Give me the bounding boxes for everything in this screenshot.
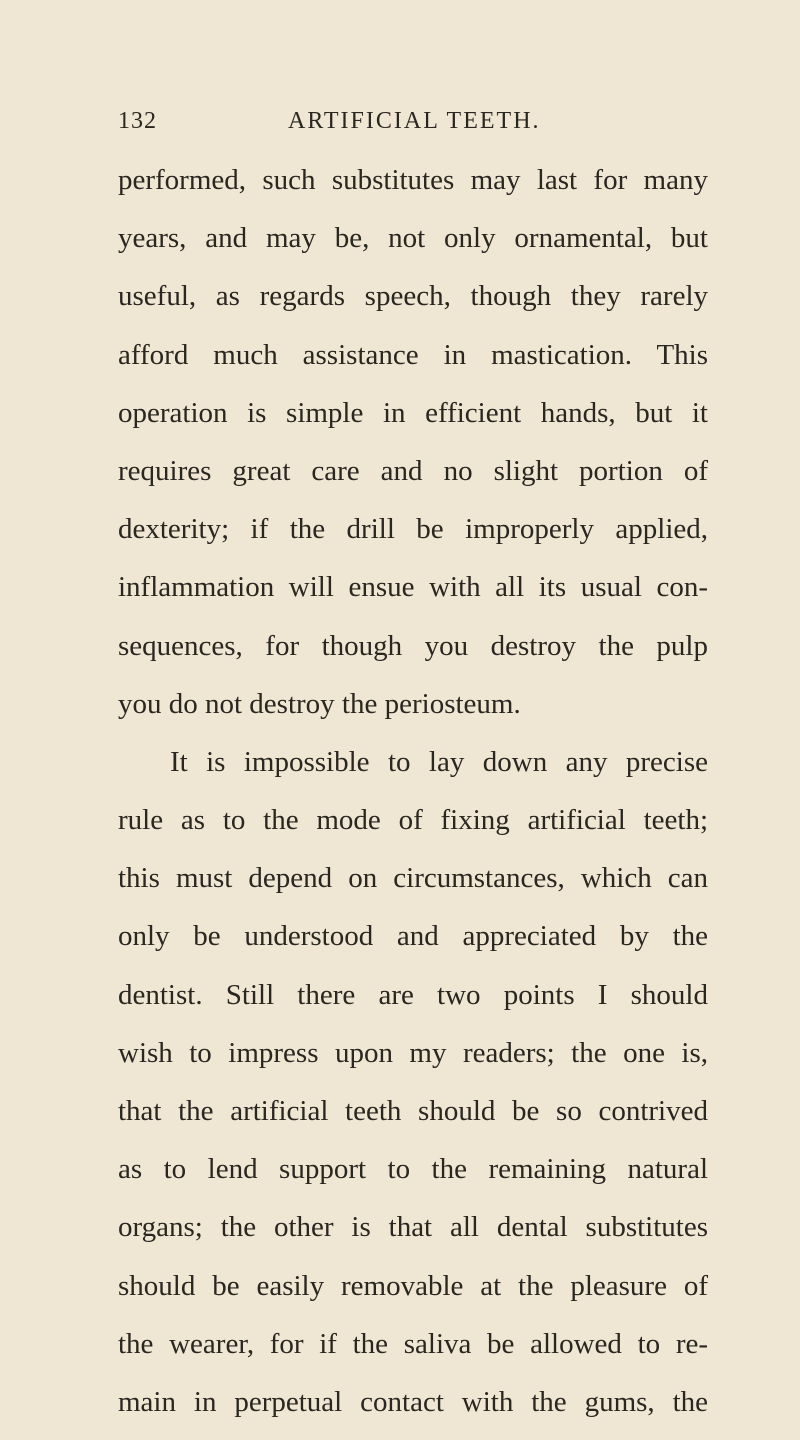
text-line: afford much assistance in mastication. This	[118, 338, 708, 371]
body-text	[118, 160, 708, 1440]
text-line: main in perpetual contact with the gums, the	[118, 1385, 708, 1418]
text-line: dentist. Still there are two points I should	[118, 978, 708, 1011]
text-line: that the artificial teeth should be so contrived	[118, 1095, 708, 1127]
page-header	[118, 108, 708, 142]
text-line: dexterity; if the drill be improperly applied,	[118, 513, 708, 546]
text-line: inflammation will ensue with all its usual con-	[118, 571, 708, 604]
text-line: requires great care and no slight portion of	[118, 454, 708, 487]
text-line: as to lend support to the remaining natural	[118, 1153, 708, 1186]
text-line: this must depend on circumstances, which can	[118, 862, 708, 895]
paragraph-start-line: It is impossible to lay down any precise	[170, 745, 708, 778]
text-line: only be understood and appreciated by the	[118, 920, 708, 953]
text-line: the wearer, for if the saliva be allowed to re-	[118, 1327, 708, 1360]
running-head: ARTIFICIAL TEETH.	[288, 108, 541, 134]
text-line: organs; the other is that all dental substitutes	[118, 1211, 708, 1244]
page-number: 132	[118, 108, 157, 134]
text-line: years, and may be, not only ornamental, but	[118, 222, 708, 255]
text-line: performed, such substitutes may last for many	[118, 164, 708, 196]
text-line: operation is simple in efficient hands, but it	[118, 396, 708, 429]
text-line: wish to impress upon my readers; the one is,	[118, 1036, 708, 1069]
text-line: useful, as regards speech, though they rarely	[118, 280, 708, 313]
text-line: rule as to the mode of fixing artificial teeth;	[118, 804, 708, 837]
text-line: sequences, for though you destroy the pulp	[118, 629, 708, 662]
text-line: should be easily removable at the pleasure of	[118, 1269, 708, 1302]
paragraph-end-line: you do not destroy the periosteum.	[118, 687, 521, 720]
